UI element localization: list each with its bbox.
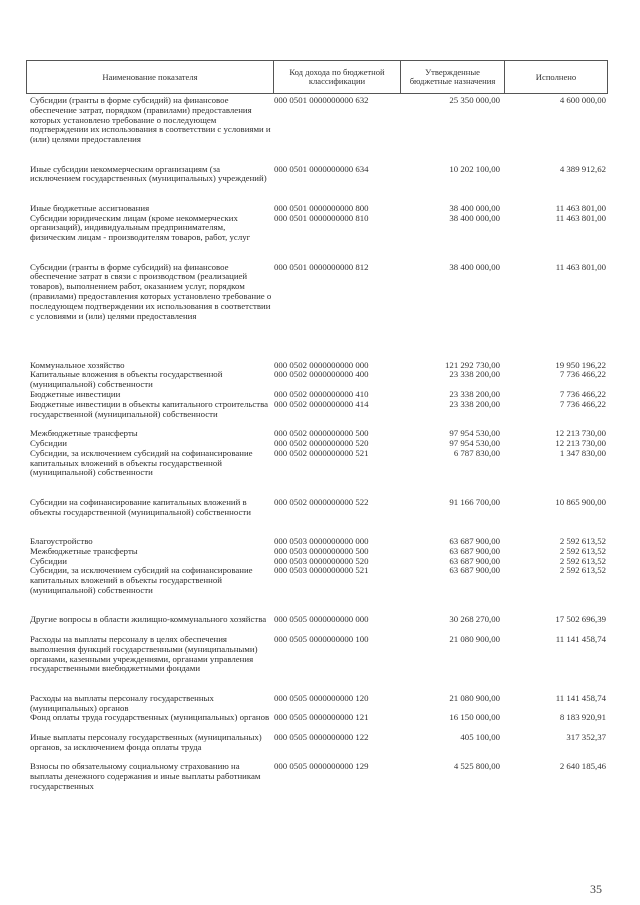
row-code: 000 0505 0000000000 122	[274, 731, 369, 742]
row-executed: 2 592 613,52	[559, 555, 606, 566]
row-approved: 23 338 200,00	[449, 398, 500, 409]
row-executed: 11 463 801,00	[555, 202, 606, 213]
row-executed: 2 640 185,46	[559, 761, 606, 772]
row-approved: 4 525 800,00	[453, 761, 500, 772]
row-name: Капитальные вложения в объекты государственной (муниципальной) собственности	[30, 369, 223, 390]
row-approved: 30 268 270,00	[449, 614, 500, 625]
row-executed: 19 950 196,22	[555, 359, 606, 370]
row-executed: 2 592 613,52	[559, 545, 606, 556]
row-approved: 63 687 900,00	[449, 545, 500, 556]
row-code: 000 0502 0000000000 500	[274, 428, 369, 439]
row-executed: 12 213 730,00	[555, 428, 606, 439]
table-row	[30, 733, 610, 762]
row-approved: 38 400 000,00	[449, 261, 500, 272]
header-approved: Утвержденные бюджетные назначения	[400, 61, 504, 93]
row-code: 000 0503 0000000000 521	[274, 565, 369, 576]
row-approved: 63 687 900,00	[449, 555, 500, 566]
row-name: Бюджетные инвестиции в объекты капитального строительства государственной (муниципальной) собственности	[30, 398, 269, 419]
table-row	[30, 263, 610, 361]
row-code: 000 0502 0000000000 522	[274, 496, 369, 507]
row-code: 000 0501 0000000000 634	[274, 163, 369, 174]
row-executed: 2 592 613,52	[559, 535, 606, 546]
row-code: 000 0501 0000000000 800	[274, 202, 369, 213]
row-code: 000 0502 0000000000 520	[274, 437, 369, 448]
row-approved: 97 954 530,00	[449, 437, 500, 448]
row-executed: 317 352,37	[566, 731, 606, 742]
row-approved: 91 166 700,00	[449, 496, 500, 507]
row-executed: 4 600 000,00	[559, 95, 606, 105]
row-approved: 21 080 900,00	[449, 692, 500, 703]
row-code: 000 0505 0000000000 120	[274, 692, 369, 703]
row-name: Иные выплаты персоналу государственных (муниципальных) органов, за исключением фонда оплаты труда	[30, 731, 262, 752]
row-name: Субсидии, за исключением субсидий на софинансирование капитальных вложений в объекты государственной (муниципальной) собственности	[30, 565, 253, 595]
row-code: 000 0501 0000000000 810	[274, 212, 369, 223]
page-number: 35	[590, 882, 602, 896]
row-executed: 11 141 458,74	[555, 692, 606, 703]
row-name: Субсидии на софинансирование капитальных вложений в объекты государственной (муниципальной) собственности	[30, 496, 251, 517]
row-name: Субсидии, за исключением субсидий на софинансирование капитальных вложений в объекты государственной (муниципальной) собственности	[30, 447, 253, 478]
row-code: 000 0503 0000000000 500	[274, 545, 369, 556]
row-executed: 7 736 466,22	[559, 369, 606, 380]
row-code: 000 0505 0000000000 129	[274, 761, 369, 772]
row-name: Субсидии (гранты в форме субсидий) на финансовое обеспечение затрат, порядком (правилами) предоставления которых установлено требование о последующем подтверждении их использования в соответствии с условиями и (или) целями предоставления	[30, 95, 271, 145]
table-row	[30, 713, 610, 733]
table-row	[30, 214, 610, 263]
row-approved: 10 202 100,00	[449, 163, 500, 174]
table-row	[30, 615, 610, 635]
row-executed: 17 502 696,39	[555, 614, 606, 625]
row-approved: 38 400 000,00	[449, 202, 500, 213]
row-approved: 97 954 530,00	[449, 428, 500, 439]
row-code: 000 0503 0000000000 000	[274, 535, 369, 546]
row-executed: 11 463 801,00	[555, 261, 606, 272]
row-code: 000 0503 0000000000 520	[274, 555, 369, 566]
table-row	[30, 694, 610, 714]
row-name: Субсидии	[30, 437, 67, 448]
row-code: 000 0505 0000000000 000	[274, 614, 369, 625]
row-code: 000 0505 0000000000 100	[274, 633, 369, 644]
row-code: 000 0502 0000000000 400	[274, 369, 369, 380]
row-executed: 2 592 613,52	[559, 565, 606, 576]
row-approved: 16 150 000,00	[449, 712, 500, 723]
row-code: 000 0502 0000000000 521	[274, 447, 369, 458]
table-row	[30, 762, 610, 801]
row-code: 000 0505 0000000000 121	[274, 712, 369, 723]
row-approved: 6 787 830,00	[453, 447, 500, 458]
table-row	[30, 96, 610, 165]
row-approved: 25 350 000,00	[449, 95, 500, 105]
row-name: Иные субсидии некоммерческим организациям (за исключением государственных (муниципальных) учреждений)	[30, 163, 267, 184]
header-name: Наименование показателя	[102, 71, 198, 82]
row-name: Расходы на выплаты персоналу государственных (муниципальных) органов	[30, 692, 214, 713]
row-name: Бюджетные инвестиции	[30, 388, 121, 399]
row-approved: 38 400 000,00	[449, 212, 500, 223]
row-name: Взносы по обязательному социальному страхованию на выплаты денежного содержания и иные выплаты работникам государственных	[30, 761, 261, 791]
table-header	[26, 60, 608, 94]
row-code: 000 0501 0000000000 812	[274, 261, 369, 272]
row-name: Расходы на выплаты персоналу в целях обеспечения выполнения функций государственными (муниципальными) органами, казенными учреждениями, органами управления государственными внебюджетными фондами	[30, 633, 258, 674]
row-executed: 7 736 466,22	[559, 388, 606, 399]
row-name: Межбюджетные трансферты	[30, 545, 138, 556]
row-executed: 10 865 900,00	[555, 496, 606, 507]
row-executed: 1 347 830,00	[559, 447, 606, 458]
row-approved: 405 100,00	[460, 731, 500, 742]
table-row	[30, 635, 610, 694]
row-name: Благоустройство	[30, 535, 93, 546]
row-name: Коммунальное хозяйство	[30, 359, 125, 370]
row-code: 000 0502 0000000000 414	[274, 398, 369, 409]
row-executed: 7 736 466,22	[559, 398, 606, 409]
row-code: 000 0502 0000000000 410	[274, 388, 369, 399]
table-row	[30, 370, 610, 390]
table-body	[30, 96, 610, 801]
row-executed: 8 183 920,91	[559, 712, 606, 723]
header-code: Код дохода по бюджетной классификации	[273, 61, 400, 93]
row-approved: 63 687 900,00	[449, 565, 500, 576]
row-approved: 23 338 200,00	[449, 369, 500, 380]
row-executed: 11 463 801,00	[555, 212, 606, 223]
table-row	[30, 165, 610, 204]
table-row	[30, 566, 610, 615]
header-executed: Исполнено	[504, 61, 607, 93]
table-row	[30, 400, 610, 429]
row-code: 000 0501 0000000000 632	[274, 95, 369, 105]
row-executed: 11 141 458,74	[555, 633, 606, 644]
row-approved: 23 338 200,00	[449, 388, 500, 399]
row-code: 000 0502 0000000000 000	[274, 359, 369, 370]
row-name: Другие вопросы в области жилищно-коммунального хозяйства	[30, 614, 267, 625]
row-approved: 21 080 900,00	[449, 633, 500, 644]
table-row	[30, 498, 610, 537]
row-name: Иные бюджетные ассигнования	[30, 202, 150, 213]
row-approved: 121 292 730,00	[445, 359, 500, 370]
row-executed: 12 213 730,00	[555, 437, 606, 448]
row-name: Фонд оплаты труда государственных (муниципальных) органов	[30, 712, 270, 723]
row-name: Межбюджетные трансферты	[30, 428, 138, 439]
row-name: Субсидии (гранты в форме субсидий) на финансовое обеспечение затрат в связи с производством (реализацией товаров), выполнением работ, оказанием услуг, порядком (правилами) предоставления которых установлено требование о последующем подтверждении их использования в соответствии с условиями и (или) целями предоставления	[30, 261, 272, 321]
row-name: Субсидии юридическим лицам (кроме некоммерческих организаций), индивидуальным предпринимателям, физическим лицам - производителям товаров, работ, услуг	[30, 212, 251, 243]
table-row	[30, 449, 610, 498]
row-name: Субсидии	[30, 555, 67, 566]
row-executed: 4 389 912,62	[559, 163, 606, 174]
row-approved: 63 687 900,00	[449, 535, 500, 546]
